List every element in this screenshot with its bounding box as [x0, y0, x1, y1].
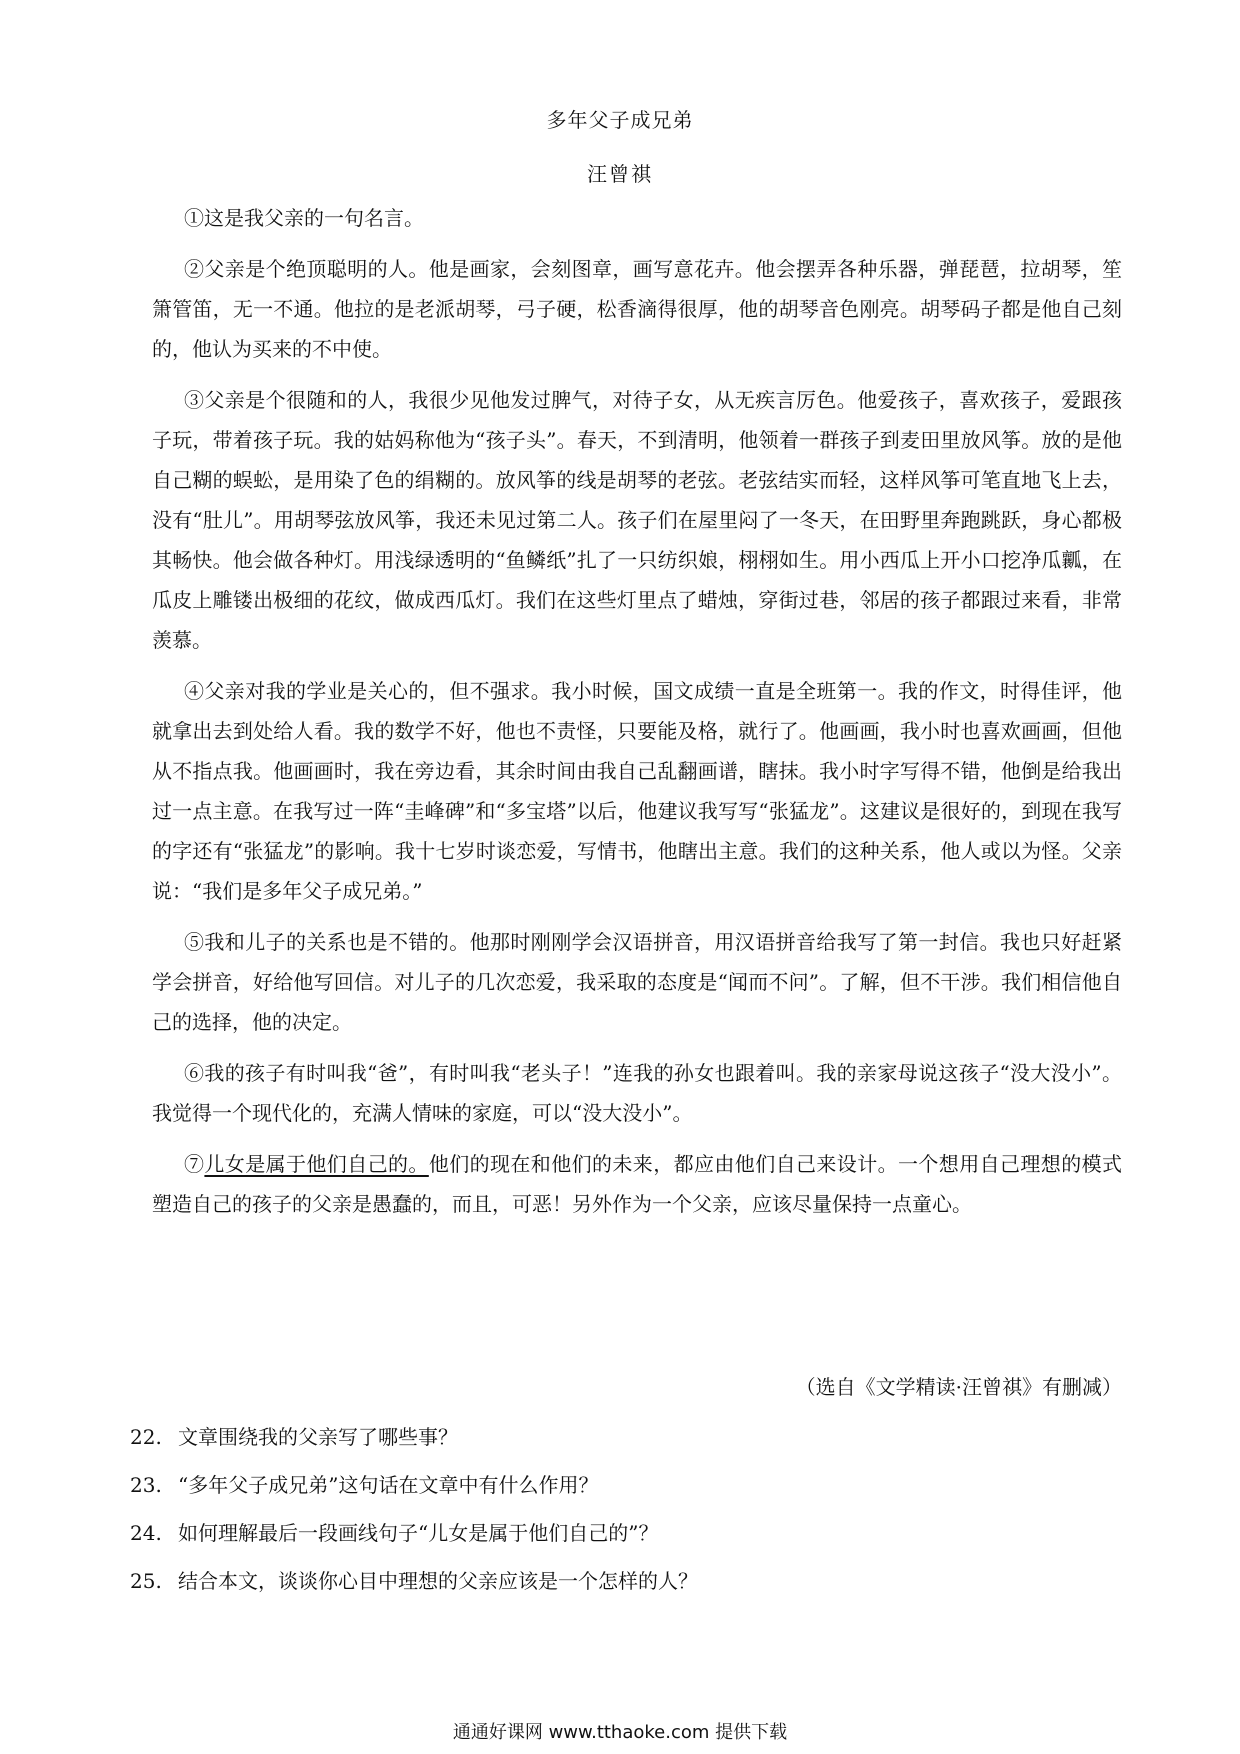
- question-item: [130, 1509, 1110, 1557]
- paragraph-2: ②父亲是个绝顶聪明的人。他是画家，会刻图章，画写意花卉。他会摆弄各种乐器，弹琵琶，拉胡琴，笙箫管笛，无一不通。他拉的是老派胡琴，弓子硬，松香滴得很厚，他的胡琴音色刚亮。胡琴码子都是他自己刻的，他认为买来的不中使。: [152, 257, 1122, 361]
- paragraph-7-rest: 他们的现在和他们的未来，都应由他们自己来设计。一个想用自己理想的模式塑造自己的孩子的父亲是愚蠢的，而且，可恶！另外作为一个父亲，应该尽量保持一点童心。: [152, 1152, 1123, 1216]
- underlined-sentence: 儿女是属于他们自己的。: [204, 1152, 429, 1176]
- question-item: [130, 1557, 1110, 1605]
- paragraph-1: ①这是我父亲的一句名言。: [184, 206, 424, 230]
- question-text: 结合本文，谈谈你心目中理想的父亲应该是一个怎样的人？: [178, 1569, 698, 1593]
- paragraph-6: ⑥我的孩子有时叫我“爸”，有时叫我“老头子！”连我的孙女也跟着叫。我的亲家母说这孩子“没大没小”。我觉得一个现代化的，充满人情味的家庭，可以“没大没小”。: [152, 1061, 1122, 1125]
- paragraph-3: ③父亲是个很随和的人，我很少见他发过脾气，对待子女，从无疾言厉色。他爱孩子，喜欢孩子，爱跟孩子玩，带着孩子玩。我的姑妈称他为“孩子头”。春天，不到清明，他领着一群孩子到麦田里放风筝。放的是他自己糊的蜈蚣，是用染了色的绢糊的。放风筝的线是胡琴的老弦。老弦结实而轻，这样风筝可笔直地飞上去，没有“肚儿”。用胡琴弦放风筝，我还未见过第二人。孩子们在屋里闷了一冬天，在田野里奔跑跳跃，身心都极其畅快。他会做各种灯。用浅绿透明的“鱼鳞纸”扎了一只纺织娘，栩栩如生。用小西瓜上开小口挖净瓜瓤，在瓜皮上雕镂出极细的花纹，做成西瓜灯。我们在这些灯里点了蜡烛，穿街过巷，邻居的孩子都跟过来看，非常羡慕。: [152, 388, 1122, 652]
- question-item: [130, 1461, 1110, 1509]
- question-number: 24.: [130, 1521, 162, 1545]
- page-footer: 通通好课网 www.tthaoke.com 提供下载: [452, 1722, 788, 1743]
- question-item: [130, 1413, 1110, 1461]
- article-body: [152, 198, 1122, 1235]
- paragraph-7: [152, 1144, 1122, 1224]
- question-number: 25.: [130, 1569, 162, 1593]
- article-title: 多年父子成兄弟: [546, 108, 694, 132]
- question-number: 23.: [130, 1473, 162, 1497]
- question-number: 22.: [130, 1425, 162, 1449]
- question-text: “多年父子成兄弟”这句话在文章中有什么作用？: [178, 1473, 599, 1497]
- source-citation: （选自《文学精读·汪曾祺》有删减）: [795, 1375, 1122, 1399]
- question-text: 文章围绕我的父亲写了哪些事？: [178, 1425, 458, 1449]
- paragraph-7-lead: ⑦: [184, 1152, 205, 1176]
- article-author: 汪曾祺: [587, 162, 653, 186]
- question-list: [130, 1413, 1110, 1605]
- paragraph-5: ⑤我和儿子的关系也是不错的。他那时刚刚学会汉语拼音，用汉语拼音给我写了第一封信。我也只好赶紧学会拼音，好给他写回信。对儿子的几次恋爱，我采取的态度是“闻而不问”。了解，但不干涉。我们相信他自己的选择，他的决定。: [152, 930, 1122, 1034]
- question-text: 如何理解最后一段画线句子“儿女是属于他们自己的”？: [178, 1521, 659, 1545]
- paragraph-4: ④父亲对我的学业是关心的，但不强求。我小时候，国文成绩一直是全班第一。我的作文，时得佳评，他就拿出去到处给人看。我的数学不好，他也不责怪，只要能及格，就行了。他画画，我小时也喜欢画画，但他从不指点我。他画画时，我在旁边看，其余时间由我自己乱翻画谱，瞎抹。我小时字写得不错，他倒是给我出过一点主意。在我写过一阵“圭峰碑”和“多宝塔”以后，他建议我写写“张猛龙”。这建议是很好的，到现在我写的字还有“张猛龙”的影响。我十七岁时谈恋爱，写情书，他瞎出主意。我们的这种关系，他人或以为怪。父亲说：“我们是多年父子成兄弟。”: [152, 679, 1122, 903]
